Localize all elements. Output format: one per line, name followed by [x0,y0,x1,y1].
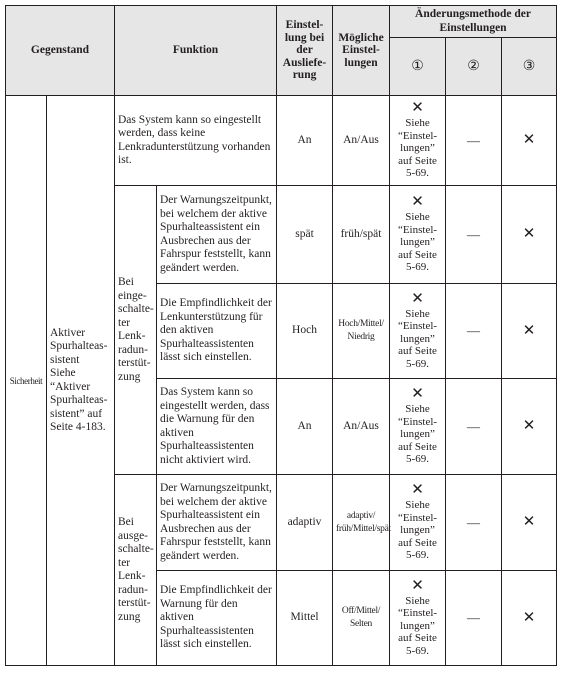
header-function: Funktion [115,6,277,96]
category-cell: Sicherheit [6,96,47,666]
options-cell: Off/Mittel/ Selten [333,571,390,666]
method-3-cell: ✕ [502,186,557,284]
options-cell: adaptiv/ früh/Mittel/spät [333,475,390,571]
header-item: Gegenstand [6,6,115,96]
method-1-reference: Siehe “Einstel- lungen” auf Seite 5-69. [397,307,438,370]
table-row [6,96,557,186]
method-1-cell [390,186,446,284]
method-1-cell [390,379,446,475]
header-method-3: ③ [502,38,557,96]
function-cell: Das System kann so eingestellt werden, dass keine Lenkradunterstützung vorhanden ist. [115,96,277,186]
method-1-reference: Siehe “Einstel- lungen” auf Seite 5-69. [397,211,438,274]
method-1-cell [390,284,446,379]
method-1-reference: Siehe “Einstel- lungen” auf Seite 5-69. [397,403,438,466]
method-2-cell: — [446,571,502,666]
method-3-cell: ✕ [502,571,557,666]
method-1-reference: Siehe “Einstel- lungen” auf Seite 5-69. [397,499,438,562]
cross-icon: ✕ [411,194,424,211]
function-cell: Das System kann so eingestellt werden, dass die Warnung für den aktiven Spurhalteassistenten nicht aktiviert wird. [157,379,277,475]
cross-icon: ✕ [411,577,424,594]
header-method-1: ① [390,38,446,96]
method-2-cell: — [446,284,502,379]
function-cell: Der Warnungszeitpunkt, bei welchem der aktive Spurhalteassistent ein Ausbrechen aus der Fahrspur feststellt, kann geändert werden. [157,186,277,284]
group-steering-on: Bei einge- schalte- ter Lenk- radun- terstüt- zung [115,186,157,475]
method-2-cell: — [446,475,502,571]
function-cell: Die Empfindlichkeit der Warnung für den aktiven Spurhalteassistenten lässt sich einstellen. [157,571,277,666]
settings-table [5,5,557,666]
method-1-reference: Siehe “Einstel- lungen” auf Seite 5-69. [397,117,438,180]
method-1-reference: Siehe “Einstel- lungen” auf Seite 5-69. [397,594,438,657]
header-possible-settings: Mögliche Einstel- lungen [333,6,390,96]
method-2-cell: — [446,96,502,186]
default-cell: adaptiv [277,475,333,571]
method-3-cell: ✕ [502,96,557,186]
method-1-cell [390,475,446,571]
method-1-cell [390,96,446,186]
options-cell: An/Aus [333,379,390,475]
header-row-top [6,6,557,38]
method-2-cell: — [446,379,502,475]
header-change-method: Änderungsmethode der Einstellungen [390,6,557,38]
options-cell: früh/spät [333,186,390,284]
method-1-cell [390,571,446,666]
cross-icon: ✕ [411,482,424,499]
options-cell: An/Aus [333,96,390,186]
default-cell: An [277,96,333,186]
method-3-cell: ✕ [502,379,557,475]
options-cell: Hoch/Mittel/ Niedrig [333,284,390,379]
cross-icon: ✕ [411,100,424,117]
header-factory-setting: Einstel- lung bei der Ausliefe- rung [277,6,333,96]
cross-icon: ✕ [411,386,424,403]
default-cell: An [277,379,333,475]
default-cell: Mittel [277,571,333,666]
group-steering-off: Bei ausge- schalte- ter Lenk- radun- terstüt- zung [115,475,157,666]
function-cell: Die Empfindlichkeit der Lenkunterstützung für den aktiven Spurhalteassistenten lässt sich einstellen. [157,284,277,379]
cross-icon: ✕ [411,290,424,307]
function-cell: Der Warnungszeitpunkt, bei welchem der aktive Spurhalteassistent ein Ausbrechen aus der Fahrspur feststellt, kann geändert werden. [157,475,277,571]
header-method-2: ② [446,38,502,96]
settings-table-container [5,5,556,666]
method-3-cell: ✕ [502,475,557,571]
default-cell: spät [277,186,333,284]
default-cell: Hoch [277,284,333,379]
method-3-cell: ✕ [502,284,557,379]
method-2-cell: — [446,186,502,284]
feature-cell: Aktiver Spurhalteas- sistent Siehe “Aktiver Spurhalteas- sistent” auf Seite 4-183. [47,96,115,666]
